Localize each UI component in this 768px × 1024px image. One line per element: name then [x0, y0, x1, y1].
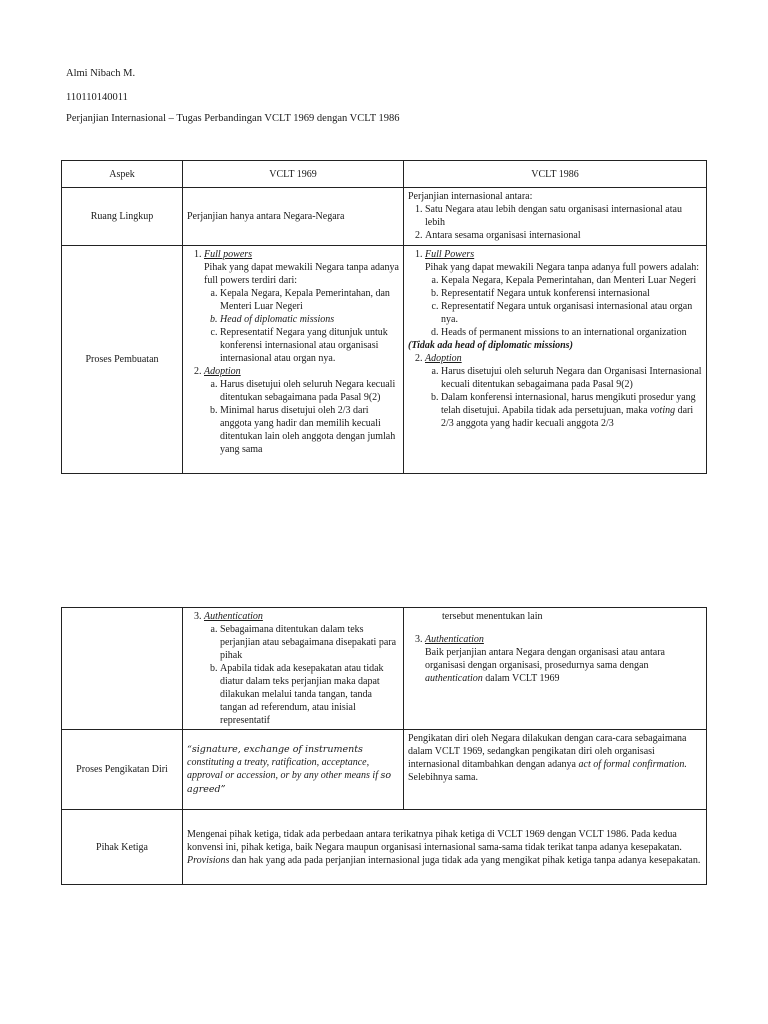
full-powers-text-1969: Pihak yang dapat mewakili Negara tanpa adanya full powers terdiri dari: [204, 262, 399, 286]
authentication-1986 [404, 608, 707, 730]
row-proses-pembuatan [62, 246, 707, 474]
table-header-row [62, 161, 707, 188]
list-item: b. Representatif Negara untuk konferensi internasional [441, 287, 702, 300]
authentication-title-1986: Authentication [425, 634, 484, 645]
list-item: a. Kepala Negara, Kepala Pemerintahan, dan Menteri Luar Negeri [441, 274, 702, 287]
comparison-table-part1 [61, 160, 707, 474]
no-head-diplomatic-note: (Tidak ada head of diplomatic missions) [408, 340, 573, 351]
document-title: Perjanjian Internasional – Tugas Perbandingan VCLT 1969 dengan VCLT 1986 [66, 113, 400, 124]
authentication-1969 [183, 608, 404, 730]
row-ruang-lingkup [62, 188, 707, 246]
pengikatan-1986: Pengikatan diri oleh Negara dilakukan dengan cara-cara sebagaimana dalam VCLT 1969, sedangkan pengikatan diri oleh organisasi internasional ditambahkan dengan adanya act of formal confirmation. Selebihnya sama. [404, 730, 707, 810]
pihak-ketiga-text: Mengenai pihak ketiga, tidak ada perbedaan antara terikatnya pihak ketiga di VCLT 1969 dengan VCLT 1986. Pada kedua konvensi ini, pihak ketiga, baik Negara maupun organisasi internasional sama-sama tidak terikat tanpa adanya kesepakatan. Provisions dan hak yang ada pada perjanjian internasional juga tidak ada yang mengikat pihak ketiga tanpa adanya kesepakatan. [183, 810, 707, 885]
list-item: c. Representatif Negara untuk organisasi internasional atau organ nya. [441, 300, 702, 326]
list-item: a. Harus disetujui oleh seluruh Negara dan Organisasi Internasional kecuali ditentukan sebagaimana pada Pasal 9(2) [441, 365, 702, 391]
author-name: Almi Nibach M. [66, 68, 136, 79]
ruang-lingkup-1986-intro: Perjanjian internasional antara: [408, 191, 533, 202]
row-pihak-ketiga [62, 810, 707, 885]
aspect-proses-pembuatan: Proses Pembuatan [62, 246, 183, 474]
list-item [204, 365, 399, 456]
aspect-ruang-lingkup: Ruang Lingkup [62, 188, 183, 246]
list-item: b. Head of diplomatic missions [220, 313, 399, 326]
ruang-lingkup-1986-list [408, 203, 702, 242]
list-item: 3. Authentication Baik perjanjian antara Negara dengan organisasi atau antara organisasi dengan organisasi, prosedurnya sama dengan authentication dalam VCLT 1969 [425, 633, 702, 685]
list-item: a. Sebagaimana ditentukan dalam teks perjanjian atau sebagaimana disepakati para pihak [220, 623, 399, 662]
full-powers-title-1969: Full powers [204, 249, 253, 260]
list-item: a. Harus disetujui oleh seluruh Negara kecuali ditentukan sebagaimana pada Pasal 9(2) [220, 378, 399, 404]
list-item: c. Representatif Negara yang ditunjuk untuk konferensi internasional atau organisasi internasional atau organ nya. [220, 326, 399, 365]
header-vclt-1986: VCLT 1986 [404, 161, 707, 188]
proses-pembuatan-1986 [404, 246, 707, 474]
authentication-title-1969: Authentication [204, 611, 263, 622]
adoption-title-1986: Adoption [425, 353, 462, 364]
list-item: b. Minimal harus disetujui oleh 2/3 dari anggota yang hadir dan memilih kecuali ditentukan lain oleh anggota dengan jumlah yang sama [220, 404, 399, 456]
list-item [425, 352, 702, 430]
continuation-text: tersebut menentukan lain [442, 611, 543, 622]
list-item [425, 248, 702, 339]
header-vclt-1969: VCLT 1969 [183, 161, 404, 188]
adoption-title-1969: Adoption [204, 366, 241, 377]
proses-pembuatan-1969 [183, 246, 404, 474]
student-id: 110110140011 [66, 92, 128, 103]
header-aspect: Aspek [62, 161, 183, 188]
aspect-pihak-ketiga: Pihak Ketiga [62, 810, 183, 885]
aspect-proses-pengikatan: Proses Pengikatan Diri [62, 730, 183, 810]
list-item: b. Apabila tidak ada kesepakatan atau tidak diatur dalam teks perjanjian maka dapat dilakukan melalui tanda tangan, tanda tangan ad referendum, atau inisial representatif [220, 662, 399, 727]
full-powers-title-1986: Full Powers [425, 249, 475, 260]
list-item [204, 610, 399, 727]
ruang-lingkup-1986 [404, 188, 707, 246]
list-item: 1. Satu Negara atau lebih dengan satu organisasi internasional atau lebih [425, 203, 702, 229]
pengikatan-1969: “signature, exchange of instruments constituting a treaty, ratification, acceptance, approval or accession, or by any other means if so agreed” [183, 730, 404, 810]
list-item [204, 248, 399, 365]
row-proses-pengikatan [62, 730, 707, 810]
row-authentication [62, 608, 707, 730]
aspect-empty [62, 608, 183, 730]
ruang-lingkup-1969: Perjanjian hanya antara Negara-Negara [183, 188, 404, 246]
list-item: 2. Antara sesama organisasi internasional [425, 229, 702, 242]
list-item: a. Kepala Negara, Kepala Pemerintahan, dan Menteri Luar Negeri [220, 287, 399, 313]
list-item: d. Heads of permanent missions to an international organization [441, 326, 702, 339]
list-item: b. Dalam konferensi internasional, harus mengikuti prosedur yang telah disetujui. Apabila tidak ada persetujuan, maka voting dari 2/3 anggota yang hadir kecuali anggota 2/3 [441, 391, 702, 430]
full-powers-text-1986: Pihak yang dapat mewakili Negara tanpa adanya full powers adalah: [425, 262, 700, 273]
comparison-table-part2 [61, 607, 707, 885]
